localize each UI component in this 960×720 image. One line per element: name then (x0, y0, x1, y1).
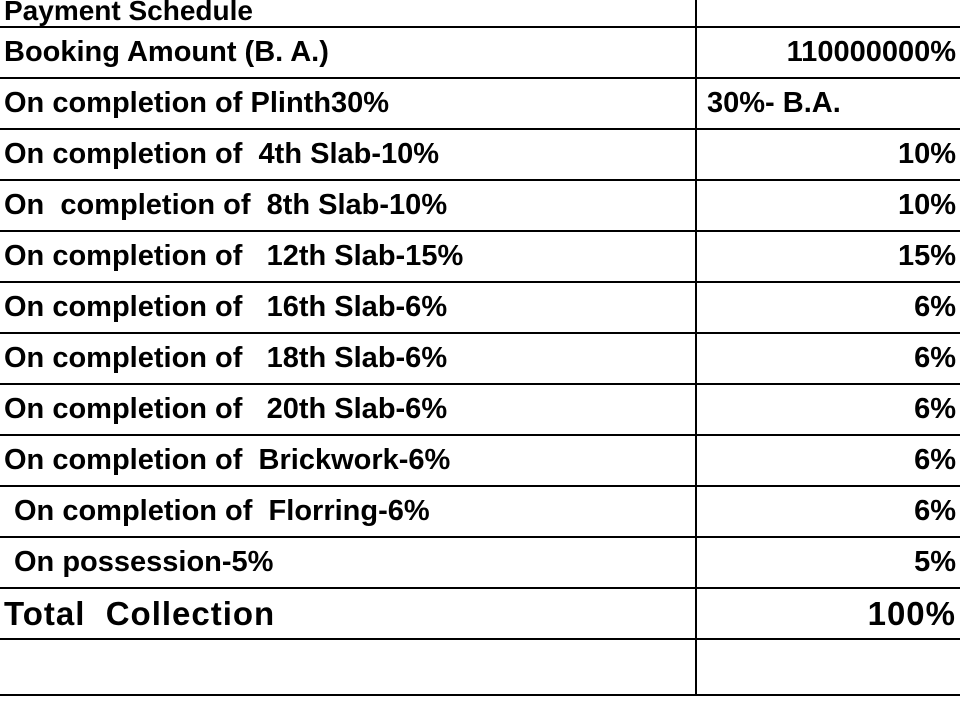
row-label: On completion of Florring-6% (0, 486, 696, 537)
row-value: 30%- B.A. (696, 78, 960, 129)
row-label: On completion of 16th Slab-6% (0, 282, 696, 333)
table-row (0, 435, 960, 486)
empty-label-cell (0, 639, 696, 695)
table-row (0, 384, 960, 435)
row-value: 5% (696, 537, 960, 588)
row-label: On completion of Brickwork-6% (0, 435, 696, 486)
row-label: Booking Amount (B. A.) (0, 27, 696, 78)
table-row (0, 282, 960, 333)
row-value: 6% (696, 333, 960, 384)
row-label: On completion of 20th Slab-6% (0, 384, 696, 435)
total-label: Total Collection (0, 588, 696, 639)
table-row (0, 231, 960, 282)
row-label: On completion of 8th Slab-10% (0, 180, 696, 231)
table-row (0, 78, 960, 129)
total-value: 100% (696, 588, 960, 639)
row-label: On completion of 12th Slab-15% (0, 231, 696, 282)
row-value: 110000000% (696, 27, 960, 78)
table-row (0, 180, 960, 231)
row-value: 6% (696, 486, 960, 537)
row-value: 10% (696, 129, 960, 180)
row-label: On completion of 4th Slab-10% (0, 129, 696, 180)
row-value: 6% (696, 384, 960, 435)
row-label: On completion of 18th Slab-6% (0, 333, 696, 384)
table-title-row (0, 0, 960, 27)
total-row (0, 588, 960, 639)
table-title: Payment Schedule (0, 0, 696, 27)
row-value: 6% (696, 435, 960, 486)
empty-row (0, 639, 960, 695)
table-row (0, 129, 960, 180)
title-value-cell (696, 0, 960, 27)
table-row (0, 537, 960, 588)
table-row (0, 27, 960, 78)
row-value: 10% (696, 180, 960, 231)
row-value: 15% (696, 231, 960, 282)
empty-value-cell (696, 639, 960, 695)
row-label: On completion of Plinth30% (0, 78, 696, 129)
table-row (0, 486, 960, 537)
row-label: On possession-5% (0, 537, 696, 588)
row-value: 6% (696, 282, 960, 333)
table-row (0, 333, 960, 384)
